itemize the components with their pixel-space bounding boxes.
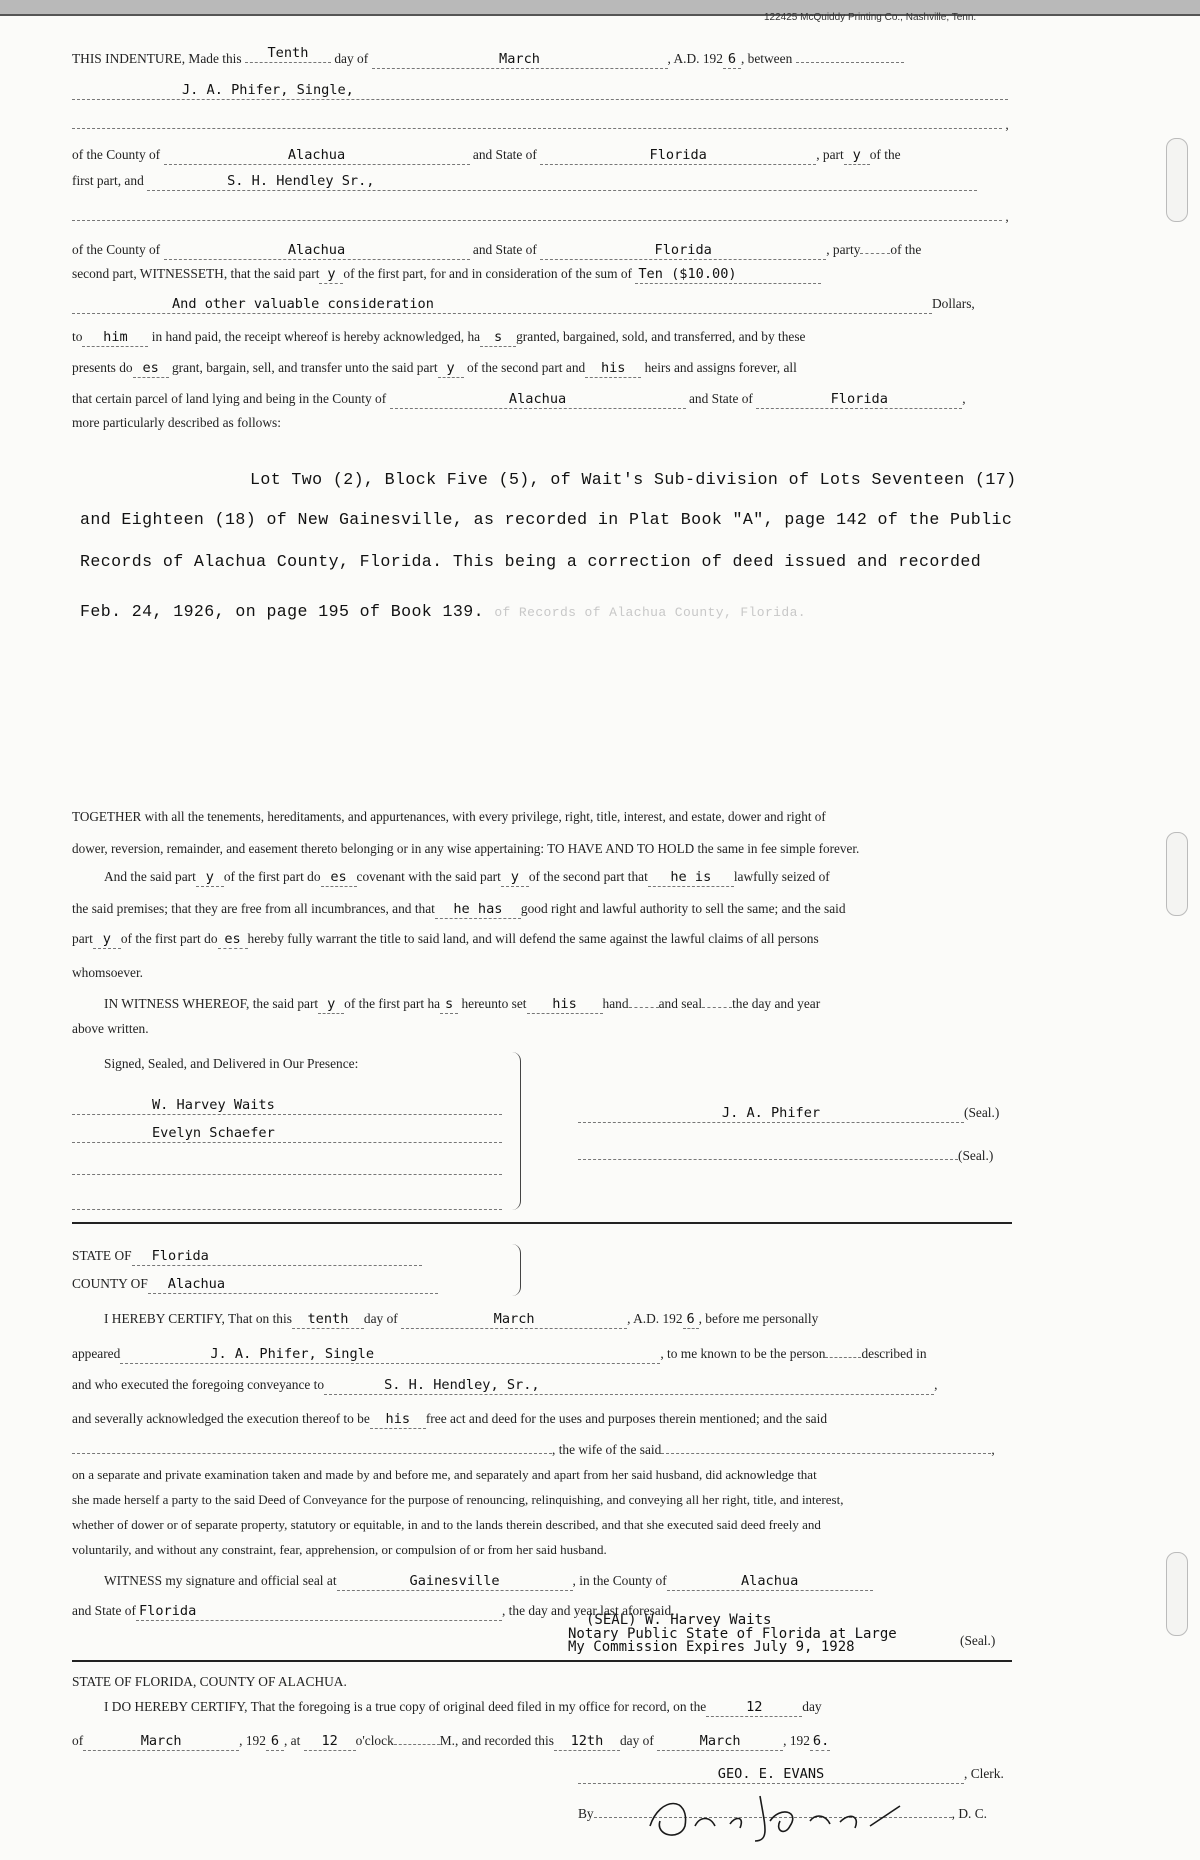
- clerk-name-line: GEO. E. EVANS , Clerk.: [578, 1765, 1018, 1784]
- first-party-line: [72, 81, 1012, 100]
- top-edge-band: [0, 0, 1200, 16]
- first-party-field: J. A. Phifer, Single,: [72, 81, 1008, 100]
- signed-heading: Signed, Sealed, and Delivered in Our Presence:: [104, 1056, 359, 1071]
- ack-certify-line: I HEREBY CERTIFY, That on this tenth day of March , A.D. 192 6 , before me personally: [104, 1311, 819, 1327]
- covenant-line-3: part y of the first part do es hereby fully warrant the title to said land, and will defend the same against the lawful claims of all persons: [72, 931, 819, 947]
- ack-severally-line: and severally acknowledged the execution thereof to be his free act and deed for the uses and purposes therein mentioned; and the said: [72, 1411, 828, 1427]
- county-line-2: of the County of Alachua and State of Florida , party of the: [72, 239, 1012, 260]
- ack-state: STATE OF Florida: [72, 1247, 1012, 1266]
- ack-body-2: she made herself a party to the said Deed of Conveyance for the purpose of renouncing, relinquishing, and conveying all her right, title, and interest,: [72, 1492, 844, 1507]
- deputy-line: By , D. C.: [578, 1803, 1018, 1823]
- second-party-field: S. H. Hendley Sr.,: [147, 172, 977, 191]
- witnesseth-line: second part, WITNESSETH, that the said part y of the first part, for and in consideration of the sum of Ten ($10.00): [72, 265, 1012, 284]
- indenture-line: THIS INDENTURE, Made this Tenth day of March , A.D. 192 6 , between: [72, 48, 1012, 69]
- notary-stamp-3: My Commission Expires July 9, 1928: [568, 1639, 855, 1655]
- description-line-2: and Eighteen (18) of New Gainesville, as recorded in Plat Book "A", page 142 of the Public: [80, 510, 1013, 529]
- hand-paid-line: to him in hand paid, the receipt whereof is hereby acknowledged, ha s granted, bargained, sold, and transferred, and by these: [72, 329, 806, 345]
- binder-hole-top: [1166, 138, 1188, 222]
- notary-stamp-1: (SEAL) W. Harvey Waits: [586, 1612, 772, 1628]
- faint-overtype: of Records of Alachua County, Florida.: [494, 605, 806, 620]
- blank-line-2: ,: [72, 206, 1012, 226]
- ack-state-line: and State of Florida , the day and year last aforesaid.: [72, 1603, 675, 1619]
- binder-hole-middle: [1166, 832, 1188, 916]
- second-party-line: first part, and S. H. Hendley Sr.,: [72, 172, 1012, 191]
- consideration-line: And other valuable consideration Dollars,: [72, 295, 1012, 314]
- more-particularly: more particularly described as follows:: [72, 415, 281, 430]
- signature-brace: [512, 1052, 521, 1210]
- month-field: March: [372, 50, 668, 69]
- witness-2-line: Evelyn Schaefer: [72, 1124, 512, 1143]
- witness-1-line: W. Harvey Waits: [72, 1096, 512, 1115]
- witness-3-line: [72, 1160, 512, 1180]
- printer-imprint: 122425 McQuiddy Printing Co., Nashville, Tenn.: [764, 12, 977, 23]
- day-field: Tenth: [245, 44, 331, 63]
- year-field: 6: [723, 50, 741, 69]
- ack-witness-line: WITNESS my signature and official seal at Gainesville , in the County of Alachua: [104, 1572, 1014, 1591]
- clerk-recorded-line: of March , 192 6 , at 12 o'clock M., and recorded this 12th day of March , 192 6.: [72, 1730, 1012, 1751]
- together-line-2: dower, reversion, remainder, and easement thereto belonging or in any wise appertaining: TO HAVE AND TO HOLD the same in fee simple forever.: [72, 841, 860, 856]
- deputy-clerk-signature: [640, 1786, 940, 1846]
- county-line-1: of the County of Alachua and State of Florida , part y of the: [72, 147, 901, 163]
- witness-line: IN WITNESS WHEREOF, the said part y of the first part ha s hereunto set his hand and seal the day and year: [104, 993, 1014, 1014]
- witness-4-line: [72, 1195, 512, 1215]
- section-rule-1: [72, 1222, 1012, 1224]
- whomsoever: whomsoever.: [72, 965, 144, 980]
- above-written: above written.: [72, 1021, 149, 1036]
- ack-appeared-line: appeared J. A. Phifer, Single , to me known to be the person described in: [72, 1343, 1012, 1364]
- notary-seal-label: (Seal.): [960, 1633, 996, 1648]
- description-line-4: Feb. 24, 1926, on page 195 of Book 139. of Records of Alachua County, Florida.: [80, 602, 806, 621]
- ack-wife-line: , the wife of the said ,: [72, 1439, 1012, 1459]
- clerk-certify-line: I DO HEREBY CERTIFY, That the foregoing is a true copy of original deed filed in my office for record, on the 12 day: [104, 1699, 822, 1715]
- presents-line: presents do es grant, bargain, sell, and transfer unto the said part y of the second part and his heirs and assigns forever, all: [72, 360, 797, 376]
- ack-body-4: voluntarily, and without any constraint, fear, apprehension, or compulsion of or from her said husband.: [72, 1542, 607, 1557]
- grantor-signature-line: J. A. Phifer (Seal.): [578, 1104, 1018, 1123]
- description-line-1: Lot Two (2), Block Five (5), of Wait's Sub-division of Lots Seventeen (17): [250, 470, 1017, 489]
- covenant-line-2: the said premises; that they are free from all incumbrances, and that he has good right and lawful authority to sell the same; and the said: [72, 901, 846, 917]
- parcel-line: that certain parcel of land lying and being in the County of Alachua and State of Florida ,: [72, 391, 966, 407]
- together-line-1: TOGETHER with all the tenements, hereditaments, and appurtenances, with every privilege, right, title, interest, and estate, dower and right of: [72, 809, 826, 824]
- description-line-3: Records of Alachua County, Florida. This being a correction of deed issued and recorded: [80, 552, 982, 571]
- ack-executed-line: and who executed the foregoing conveyance to S. H. Hendley, Sr., ,: [72, 1377, 938, 1393]
- binder-hole-bottom: [1166, 1552, 1188, 1636]
- second-seal-line: (Seal.): [578, 1145, 1018, 1165]
- ack-body-1: on a separate and private examination taken and made by and before me, and separately and apart from her said husband, did acknowledge that: [72, 1467, 817, 1482]
- covenant-line-1: And the said part y of the first part do es covenant with the said part y of the second part that he is lawfully seized of: [104, 869, 830, 885]
- ack-county: COUNTY OF Alachua: [72, 1275, 1012, 1294]
- ack-body-3: whether of dower or of separate property, statutory or equitable, in and to the lands therein described, and that she executed said deed freely and: [72, 1517, 821, 1532]
- venue-brace: [512, 1244, 521, 1296]
- section-rule-2: [72, 1660, 1012, 1662]
- notary-stamp-2: Notary Public State of Florida at Large: [568, 1626, 897, 1642]
- blank-line-1: ,: [72, 114, 1012, 134]
- clerk-heading: STATE OF FLORIDA, COUNTY OF ALACHUA.: [72, 1674, 347, 1689]
